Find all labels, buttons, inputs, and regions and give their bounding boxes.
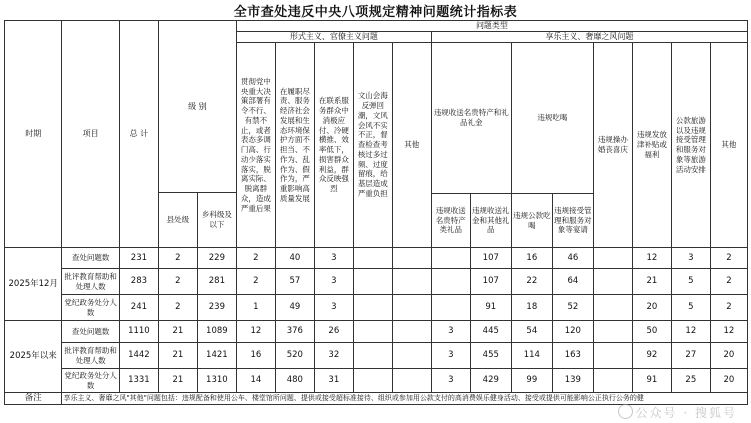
cell-dining1: 22	[511, 269, 552, 295]
cell-f2: 49	[275, 295, 314, 321]
cell-travel: 27	[671, 343, 710, 369]
cell-f4	[353, 321, 392, 343]
cell-f1: 2	[236, 248, 275, 269]
statistics-table	[4, 20, 748, 405]
header-f3: 在联系服务群众中消极应付、冷硬横推、效率低下，损害群众利益，群众反映强烈	[314, 43, 353, 248]
cell-dining2: 52	[552, 295, 593, 321]
header-dining2: 违规接受管理和服务对象等宴请	[552, 194, 593, 248]
cell-f-other	[392, 369, 431, 393]
cell-h-other: 2	[710, 248, 747, 269]
cell-travel: 5	[671, 295, 710, 321]
cell-f-other	[392, 269, 431, 295]
row-item: 党纪政务处分人数	[62, 369, 119, 393]
header-f2: 在履职尽责、服务经济社会发展和生态环境保护方面不担当、不作为、乱作为、假作为，严重影响高质量发展	[275, 43, 314, 248]
cell-allowance: 92	[632, 343, 671, 369]
cell-county: 21	[158, 321, 197, 343]
cell-township: 1089	[197, 321, 236, 343]
header-county: 县处级	[158, 193, 197, 248]
cell-wedding	[593, 248, 632, 269]
cell-dining2: 163	[552, 343, 593, 369]
cell-township: 281	[197, 269, 236, 295]
header-gift2: 违规收送礼金和其他礼品	[470, 194, 511, 248]
cell-county: 2	[158, 248, 197, 269]
cell-f2: 480	[275, 369, 314, 393]
header-item: 项目	[62, 21, 119, 248]
cell-gift2: 107	[470, 248, 511, 269]
cell-wedding	[593, 269, 632, 295]
cell-gift1: 3	[431, 369, 470, 393]
row-item: 查处问题数	[62, 321, 119, 343]
header-f1: 贯彻党中央重大决策部署有令不行、有禁不止，或者表态多调门高、行动少落实落实，脱离实际、脱离群众，造成严重后果	[236, 43, 275, 248]
cell-total: 241	[119, 295, 158, 321]
header-travel: 公款旅游以及违规接受管理和服务对象等旅游活动安排	[671, 43, 710, 248]
cell-f1: 1	[236, 295, 275, 321]
cell-f2: 376	[275, 321, 314, 343]
header-allowance: 违规发放津补贴或福利	[632, 43, 671, 248]
cell-allowance: 50	[632, 321, 671, 343]
cell-f1: 14	[236, 369, 275, 393]
cell-dining2: 46	[552, 248, 593, 269]
cell-dining1: 16	[511, 248, 552, 269]
cell-township: 1310	[197, 369, 236, 393]
header-dining-group: 违规吃喝	[511, 43, 593, 194]
cell-dining1: 54	[511, 321, 552, 343]
cell-f4	[353, 295, 392, 321]
cell-dining1: 18	[511, 295, 552, 321]
cell-h-other: 12	[710, 321, 747, 343]
cell-f-other	[392, 248, 431, 269]
cell-f-other	[392, 295, 431, 321]
cell-gift1: 3	[431, 343, 470, 369]
cell-f3: 3	[314, 248, 353, 269]
header-township: 乡科级及以下	[197, 193, 236, 248]
cell-f1: 2	[236, 269, 275, 295]
row-item: 党纪政务处分人数	[62, 295, 119, 321]
cell-allowance: 91	[632, 369, 671, 393]
cell-county: 2	[158, 269, 197, 295]
cell-f2: 40	[275, 248, 314, 269]
cell-dining1: 99	[511, 369, 552, 393]
cell-total: 1442	[119, 343, 158, 369]
page-title: 全市查处违反中央八项规定精神问题统计指标表	[233, 5, 518, 20]
cell-f3: 26	[314, 321, 353, 343]
header-period: 时期	[5, 21, 62, 248]
cell-allowance: 12	[632, 248, 671, 269]
header-gift-group: 违规收送名贵特产和礼品礼金	[431, 43, 511, 194]
cell-h-other: 20	[710, 369, 747, 393]
cell-total: 1331	[119, 369, 158, 393]
cell-gift2: 429	[470, 369, 511, 393]
cell-gift1	[431, 295, 470, 321]
cell-gift2: 91	[470, 295, 511, 321]
cell-f-other	[392, 343, 431, 369]
cell-wedding	[593, 369, 632, 393]
cell-f-other	[392, 321, 431, 343]
cell-dining1: 114	[511, 343, 552, 369]
cell-county: 2	[158, 295, 197, 321]
cell-township: 229	[197, 248, 236, 269]
period-cell: 2025年以来	[5, 321, 62, 393]
cell-h-other: 2	[710, 269, 747, 295]
header-level-group: 级 别	[158, 21, 236, 193]
cell-dining2: 120	[552, 321, 593, 343]
header-gift1: 违规收送名贵特产类礼品	[431, 194, 470, 248]
cell-f1: 16	[236, 343, 275, 369]
cell-gift1	[431, 269, 470, 295]
cell-gift2: 445	[470, 321, 511, 343]
watermark	[618, 404, 737, 421]
cell-f2: 57	[275, 269, 314, 295]
cell-gift1: 3	[431, 321, 470, 343]
cell-county: 21	[158, 343, 197, 369]
cell-county: 21	[158, 369, 197, 393]
header-problem-type: 问题类型	[236, 21, 747, 32]
header-wedding: 违规操办婚丧喜庆	[593, 43, 632, 248]
cell-f3: 32	[314, 343, 353, 369]
cell-wedding	[593, 321, 632, 343]
cell-f3: 3	[314, 269, 353, 295]
cell-wedding	[593, 343, 632, 369]
cell-township: 1421	[197, 343, 236, 369]
watermark-logo-icon	[618, 404, 633, 419]
row-item: 查处问题数	[62, 248, 119, 269]
header-formalism-group: 形式主义、官僚主义问题	[236, 32, 431, 43]
cell-gift2: 455	[470, 343, 511, 369]
period-cell: 2025年12月	[5, 248, 62, 321]
watermark-text: 公众号 · 搜狐号	[635, 406, 737, 420]
cell-h-other: 20	[710, 343, 747, 369]
cell-total: 283	[119, 269, 158, 295]
cell-allowance: 20	[632, 295, 671, 321]
cell-gift2: 107	[470, 269, 511, 295]
cell-allowance: 21	[632, 269, 671, 295]
header-total: 总 计	[119, 21, 158, 248]
cell-f4	[353, 248, 392, 269]
cell-total: 231	[119, 248, 158, 269]
cell-travel: 25	[671, 369, 710, 393]
header-hedonism-group: 享乐主义、奢靡之风问题	[431, 32, 747, 43]
row-item: 批评教育帮助和处理人数	[62, 269, 119, 295]
cell-gift1	[431, 248, 470, 269]
cell-f4	[353, 343, 392, 369]
cell-f3: 31	[314, 369, 353, 393]
cell-travel: 3	[671, 248, 710, 269]
cell-dining2: 139	[552, 369, 593, 393]
header-f-other: 其他	[392, 43, 431, 248]
cell-travel: 12	[671, 321, 710, 343]
footnote-text: 享乐主义、奢靡之风"其他"问题包括：违规配备和使用公车、楼堂馆所问题、提供或接受超标准接待、组织或参加用公款支付的高消费娱乐健身活动、接受或提供可能影响公正执行公务的健	[62, 393, 748, 405]
cell-f2: 520	[275, 343, 314, 369]
cell-total: 1110	[119, 321, 158, 343]
footnote-label: 备注	[5, 393, 62, 405]
header-dining1: 违规公款吃喝	[511, 194, 552, 248]
cell-f4	[353, 269, 392, 295]
cell-f1: 12	[236, 321, 275, 343]
cell-travel: 5	[671, 269, 710, 295]
cell-f3: 3	[314, 295, 353, 321]
cell-dining2: 64	[552, 269, 593, 295]
cell-wedding	[593, 295, 632, 321]
cell-township: 239	[197, 295, 236, 321]
cell-h-other: 2	[710, 295, 747, 321]
header-f4: 文山会海反弹回潮，文风会风不实不正，督查检查考核过多过频、过度留痕，给基层造成严重负担	[353, 43, 392, 248]
header-h-other: 其他	[710, 43, 747, 248]
row-item: 批评教育帮助和处理人数	[62, 343, 119, 369]
cell-f4	[353, 369, 392, 393]
